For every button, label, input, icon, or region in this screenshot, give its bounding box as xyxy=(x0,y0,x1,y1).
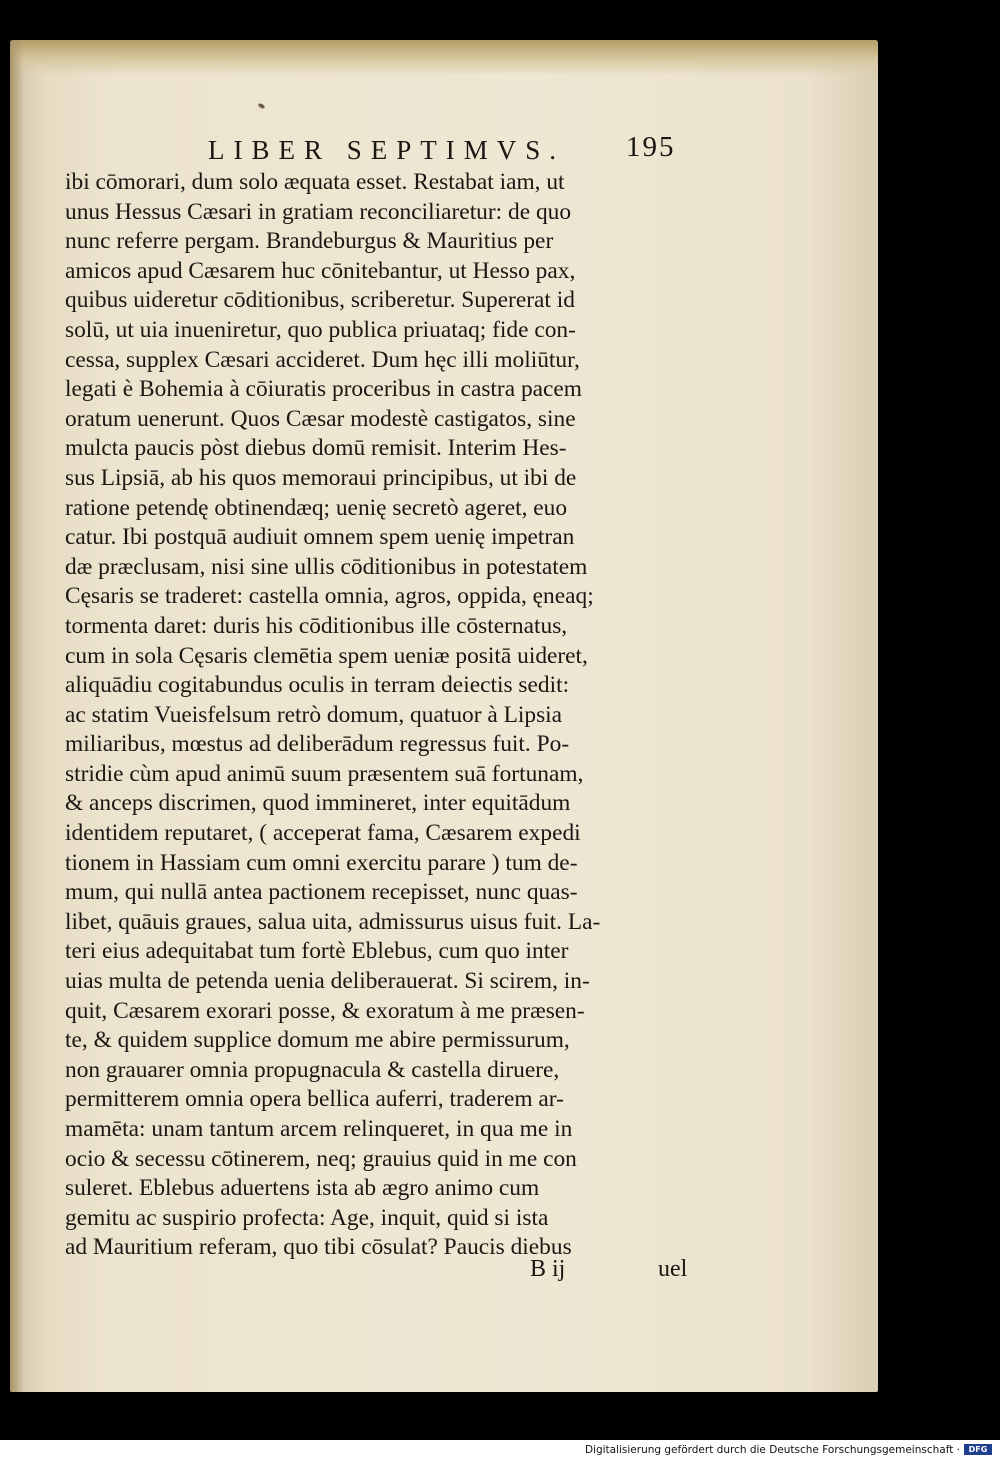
text-line: oratum uenerunt. Quos Cæsar modestè castigatos, sine xyxy=(65,405,576,432)
text-line: uias multa de petenda uenia deliberauerat. Si scirem, in- xyxy=(65,968,590,995)
text-line: mum, qui nullā antea pactionem recepisset, nunc quas- xyxy=(65,879,578,906)
text-line: ratione petendę obtinendæq; uenię secretò ageret, euo xyxy=(65,494,568,521)
text-line: mamēta: unam tantum arcem relinqueret, in qua me in xyxy=(65,1116,573,1142)
text-line: cum in sola Cęsaris clemētia spem ueniæ positā uideret, xyxy=(65,642,588,669)
text-line: teri eius adequitabat tum fortè Eblebus, cum quo inter xyxy=(65,938,569,965)
text-line: ibi cōmorari, dum solo æquata esset. Restabat iam, ut xyxy=(65,169,565,195)
text-line: stridie cùm apud animū suum præsentem suā fortunam, xyxy=(65,760,584,787)
text-line: miliaribus, mœstus ad deliberādum regressus fuit. Po- xyxy=(65,731,570,758)
text-line: suleret. Eblebus aduertens ista ab ægro animo cum xyxy=(65,1175,540,1202)
text-line: identidem reputaret, ( acceperat fama, Cæsarem expedi xyxy=(65,820,581,847)
page-foot xyxy=(530,1256,710,1290)
page-gutter-shadow xyxy=(10,40,24,1392)
text-line: & anceps discrimen, quod immineret, inter equitādum xyxy=(65,790,571,817)
text-line: tormenta daret: duris his cōditionibus ille cōsternatus, xyxy=(65,612,568,639)
text-line: sus Lipsiā, ab his quos memoraui principibus, ut ibi de xyxy=(65,464,577,491)
text-line: Cęsaris se traderet: castella omnia, agros, oppida, ęneaq; xyxy=(65,583,594,610)
text-line: libet, quāuis graues, salua uita, admissurus uisus fuit. La- xyxy=(65,908,601,935)
text-line: cessa, supplex Cæsari accideret. Dum hęc illi moliūtur, xyxy=(65,346,580,373)
text-line: ad Mauritium referam, quo tibi cōsulat? Paucis diebus xyxy=(65,1234,572,1261)
text-line: nunc referre pergam. Brandeburgus & Mauritius per xyxy=(65,228,554,255)
digitization-footer xyxy=(0,1440,1000,1460)
text-line: gemitu ac suspirio profecta: Age, inquit, quid si ista xyxy=(65,1204,549,1231)
dfg-logo: DFG xyxy=(964,1444,992,1455)
text-line: non grauarer omnia propugnacula & castella diruere, xyxy=(65,1056,560,1083)
text-line: ac statim Vueisfelsum retrò domum, quatuor à Lipsia xyxy=(65,701,563,728)
text-line: ocio & secessu cōtinerem, neq; grauius quid in me con xyxy=(65,1145,577,1172)
page-top-discoloration xyxy=(10,40,878,76)
text-line: amicos apud Cæsarem huc cōnitebantur, ut Hesso pax, xyxy=(65,257,576,284)
book-page xyxy=(10,40,878,1392)
funding-credit: Digitalisierung gefördert durch die Deutsche Forschungsgemeinschaft · xyxy=(584,1444,960,1456)
text-line: aliquādiu cogitabundus oculis in terram deiectis sedit: xyxy=(65,672,570,699)
text-line: mulcta paucis pòst diebus domū remisit. Interim Hes- xyxy=(65,435,567,462)
running-head: LIBER SEPTIMVS. xyxy=(208,135,566,165)
text-line: catur. Ibi postquā audiuit omnem spem uenię impetran xyxy=(65,524,575,551)
signature-mark: B ij xyxy=(530,1256,566,1282)
text-block xyxy=(65,168,715,1263)
catchword: uel xyxy=(658,1256,688,1282)
text-line: tionem in Hassiam cum omni exercitu parare ) tum de- xyxy=(65,849,578,876)
text-line: dæ præclusam, nisi sine ullis cōditionibus in potestatem xyxy=(65,553,588,580)
ink-speck xyxy=(257,103,265,110)
text-line: permitterem omnia opera bellica auferri, traderem ar- xyxy=(65,1086,564,1113)
text-line: legati è Bohemia à cōiuratis proceribus in castra pacem xyxy=(65,376,582,403)
text-line: quibus uideretur cōditionibus, scriberetur. Supererat id xyxy=(65,287,575,314)
text-line: quit, Cæsarem exorari posse, & exoratum à me præsen- xyxy=(65,997,585,1024)
text-line: solū, ut uia inueniretur, quo publica priuataq; fide con- xyxy=(65,316,576,343)
text-line: unus Hessus Cæsari in gratiam reconciliaretur: de quo xyxy=(65,198,572,225)
text-line: te, & quidem supplice domum me abire permissurum, xyxy=(65,1027,570,1054)
page-number: 195 xyxy=(626,131,676,163)
